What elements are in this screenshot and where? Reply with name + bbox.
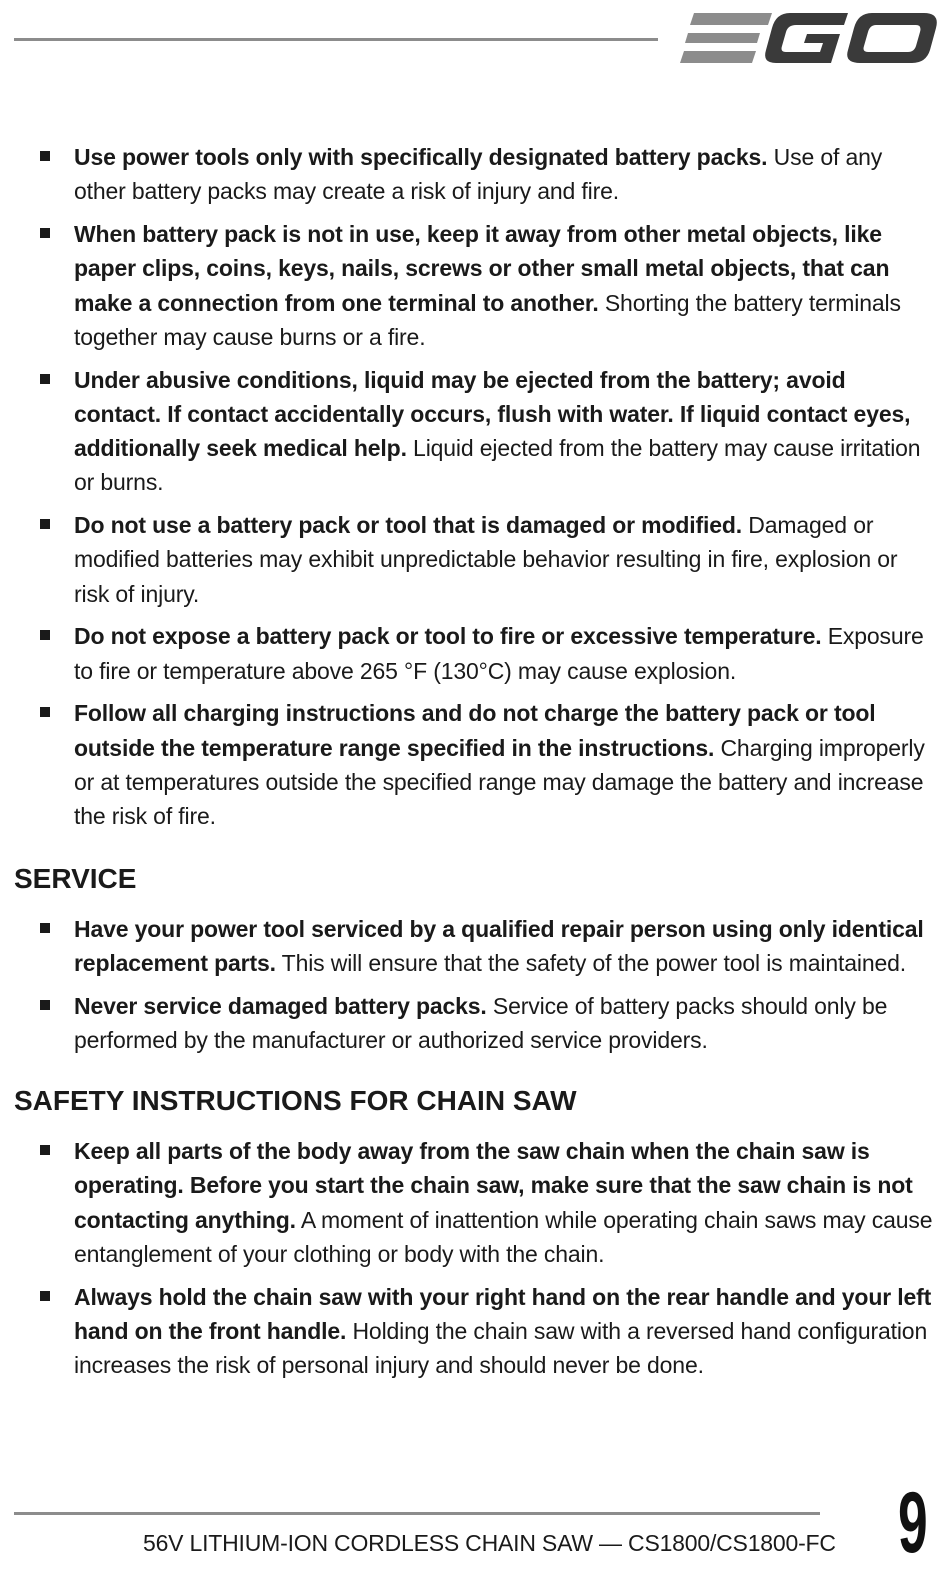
bullet-bold-text: Follow all charging instructions and do not charge the battery pack or tool outside the temperature range specified in the instructions. (74, 700, 876, 761)
bullet-bold-text: Do not use a battery pack or tool that is damaged or modified. (74, 512, 743, 539)
square-bullet-icon (40, 1291, 50, 1301)
bullet-body-text: Damaged or modified batteries may exhibit unpredictable behavior resulting in fire, explosion or risk of injury. (74, 512, 898, 607)
chain-saw-safety-heading: SAFETY INSTRUCTIONS FOR CHAIN SAW (14, 1085, 577, 1117)
bullet-body-text: Service of battery packs should only be performed by the manufacturer or authorized service providers. (74, 992, 888, 1053)
service-heading: SERVICE (14, 862, 137, 894)
bullet-body-text: Exposure to fire or temperature above 265 °F (130°C) may cause explosion. (74, 623, 924, 684)
header-rule (14, 38, 658, 41)
manual-content (14, 140, 938, 1391)
bullet-bold-text: Under abusive conditions, liquid may be ejected from the battery; avoid contact. If contact accidentally occurs, flush with water. If liquid contact eyes, additionally seek medical help. (74, 366, 911, 462)
list-item (14, 619, 938, 688)
square-bullet-icon (40, 374, 50, 384)
bullet-body-text: Liquid ejected from the battery may cause irritation or burns. (74, 435, 921, 496)
bullet-bold-text: When battery pack is not in use, keep it away from other metal objects, like paper clips, coins, keys, nails, screws or other small metal objects, that can make a connection from one terminal to another. (74, 220, 890, 316)
bullet-bold-text: Always hold the chain saw with your right hand on the rear handle and your left hand on the front handle. (74, 1283, 932, 1345)
list-item (14, 1134, 938, 1271)
square-bullet-icon (40, 151, 50, 161)
bullet-bold-text: Never service damaged battery packs. (74, 992, 487, 1019)
ego-logo-o (847, 13, 937, 63)
service-list (14, 912, 938, 1058)
list-item (14, 217, 938, 354)
square-bullet-icon (40, 630, 50, 640)
ego-logo-e-top (690, 13, 772, 25)
list-item (14, 912, 938, 981)
ego-logo-g (765, 13, 848, 63)
bullet-body-text: Charging improperly or at temperatures outside the specified range may damage the battery and increase the risk of fire. (74, 734, 925, 830)
bullet-body-text: This will ensure that the safety of the power tool is maintained. (275, 949, 907, 976)
bullet-bold-text: Use power tools only with specifically designated battery packs. (74, 144, 768, 170)
list-item (14, 140, 938, 209)
bullet-body-text: Holding the chain saw with a reversed hand configuration increases the risk of personal injury and should never be done. (74, 1318, 928, 1379)
footer-product-title: 56V LITHIUM-ION CORDLESS CHAIN SAW — CS1800/CS1800-FC (143, 1530, 836, 1556)
list-item (14, 363, 938, 500)
battery-safety-list (14, 140, 938, 834)
square-bullet-icon (40, 1000, 50, 1010)
list-item (14, 989, 938, 1058)
square-bullet-icon (40, 228, 50, 238)
bullet-bold-text: Keep all parts of the body away from the saw chain when the chain saw is operating. Before you start the chain saw, make sure that the saw chain is not contacting anything. (74, 1138, 913, 1233)
list-item (14, 508, 938, 611)
square-bullet-icon (40, 707, 50, 717)
page-number: 9 (898, 1475, 928, 1571)
square-bullet-icon (40, 923, 50, 933)
ego-logo-e-bottom (680, 51, 756, 63)
ego-logo (680, 10, 938, 68)
ego-logo-e-middle (685, 33, 760, 43)
bullet-body-text: A moment of inattention while operating chain saws may cause entanglement of your clothing or body with the chain. (74, 1206, 933, 1268)
bullet-bold-text: Have your power tool serviced by a qualified repair person using only identical replacement parts. (74, 915, 924, 976)
square-bullet-icon (40, 519, 50, 529)
bullet-body-text: Shorting the battery terminals together may cause burns or a fire. (74, 289, 901, 350)
chain-saw-safety-list (14, 1134, 938, 1382)
footer-rule (14, 1512, 820, 1515)
bullet-bold-text: Do not expose a battery pack or tool to fire or excessive temperature. (74, 623, 822, 650)
list-item (14, 1280, 938, 1383)
square-bullet-icon (40, 1145, 50, 1155)
bullet-body-text: Use of any other battery packs may create a risk of injury and fire. (74, 144, 883, 205)
list-item (14, 696, 938, 833)
